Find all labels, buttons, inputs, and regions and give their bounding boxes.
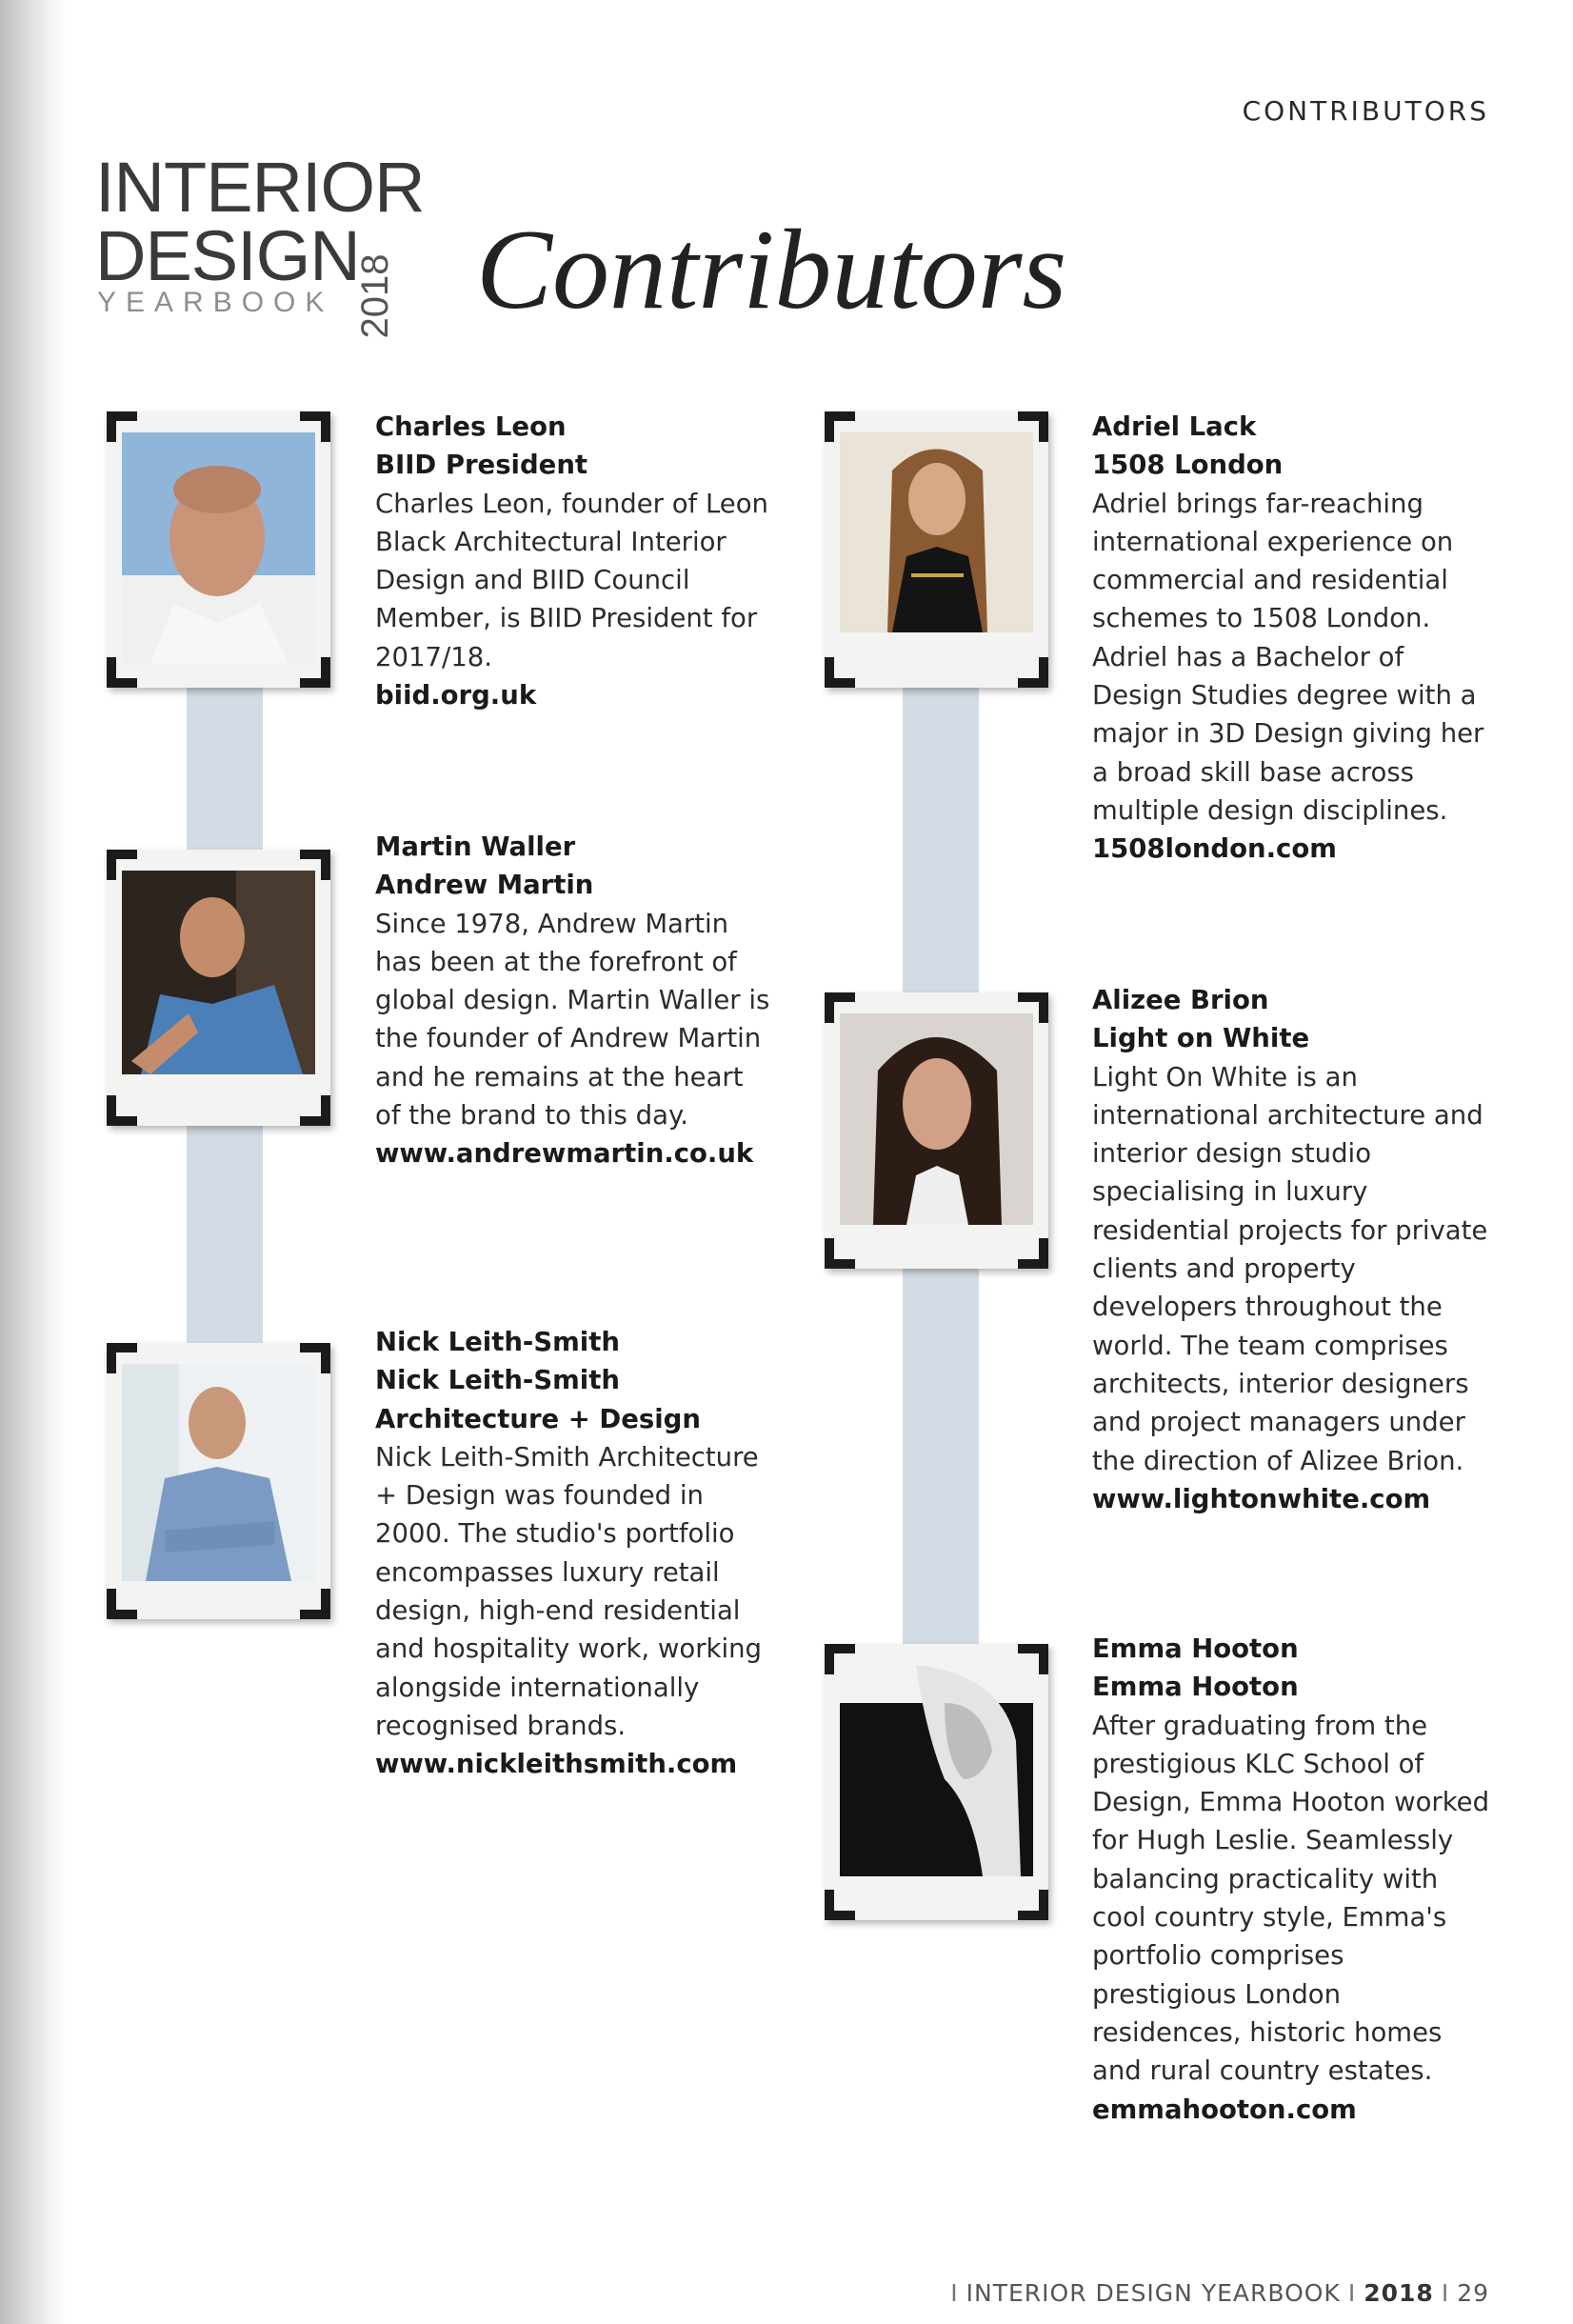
photo-corner — [1018, 1644, 1048, 1674]
photo-corner — [825, 1238, 855, 1269]
portrait-image — [122, 432, 315, 663]
photo-corner — [300, 1095, 330, 1126]
contributor-website: www.andrewmartin.co.uk — [375, 1138, 754, 1170]
contributor-entry-alizee-brion — [1092, 981, 1492, 1518]
footer-publication: INTERIOR DESIGN YEARBOOK — [966, 2279, 1341, 2307]
contributor-entry-emma-hooton — [1092, 1630, 1492, 2129]
photo-corner — [825, 1644, 855, 1674]
book-spine-shadow — [0, 0, 67, 2324]
portrait-image — [122, 1364, 315, 1581]
contributor-bio: Charles Leon, founder of Leon Black Architectural Interior Design and BIID Council Member, is BIID President for 2017/18. — [375, 488, 768, 672]
photo-corner — [300, 1343, 330, 1373]
photo-corner — [107, 850, 137, 880]
contributor-company: Andrew Martin — [375, 870, 594, 901]
page-number: 29 — [1457, 2279, 1489, 2307]
contributor-entry-martin-waller — [375, 828, 775, 1173]
photo-corner — [825, 657, 855, 688]
photo-corner — [300, 1589, 330, 1619]
photo-corner — [300, 850, 330, 880]
footer-separator: I — [950, 2279, 959, 2307]
contributor-company: Nick Leith-Smith Architecture + Design — [375, 1365, 701, 1434]
page-title: Contributors — [476, 206, 1067, 332]
portrait-image — [840, 1013, 1033, 1225]
photo-corner — [300, 411, 330, 442]
contributor-entry-adriel-lack — [1092, 408, 1492, 869]
contributor-name: Nick Leith-Smith — [375, 1327, 620, 1357]
footer-year: 2018 — [1364, 2279, 1434, 2307]
contributor-photo-adriel-lack — [825, 411, 1048, 688]
photo-corner — [107, 411, 137, 442]
contributor-entry-charles-leon — [375, 408, 775, 714]
yearbook-logo — [95, 148, 425, 339]
section-label: CONTRIBUTORS — [1242, 95, 1489, 127]
photo-corner — [825, 992, 855, 1023]
contributor-website: www.lightonwhite.com — [1092, 1483, 1431, 1514]
portrait-image — [122, 871, 315, 1074]
photo-corner — [1018, 1890, 1048, 1920]
photo-corner — [825, 1890, 855, 1920]
logo-word-interior: INTERIOR — [95, 148, 425, 227]
photo-corner — [825, 411, 855, 442]
contributor-bio: Light On White is an international architecture and interior design studio specialising in luxury residential projects for private clients and property developers throughout the world. The team comprises architects, interior designers and project managers under the direction of Alizee Brion. — [1092, 1061, 1488, 1476]
contributor-entry-nick-leith-smith — [375, 1323, 775, 1784]
contributor-photo-charles-leon — [107, 411, 330, 688]
contributor-name: Charles Leon — [375, 411, 567, 442]
contributor-name: Martin Waller — [375, 831, 576, 862]
contributor-photo-nick-leith-smith — [107, 1343, 330, 1619]
footer-separator: I — [1347, 2279, 1357, 2307]
contributor-website: biid.org.uk — [375, 680, 537, 711]
logo-word-yearbook: YEARBOOK — [97, 287, 334, 318]
photo-corner — [1018, 1238, 1048, 1269]
photo-corner — [107, 657, 137, 688]
contributor-photo-alizee-brion — [825, 992, 1048, 1269]
contributor-bio: Adriel brings far-reaching international experience on commercial and residential schemes to 1508 London. Adriel has a Bachelor of Design Studies degree with a major in 3D Design giving her a broad skill base across multiple design disciplines. — [1092, 488, 1484, 826]
contributor-name: Alizee Brion — [1092, 985, 1269, 1015]
footer-separator: I — [1441, 2279, 1450, 2307]
photo-corner — [107, 1343, 137, 1373]
portrait-image — [840, 1665, 1033, 1876]
photo-corner — [1018, 992, 1048, 1023]
contributor-company: 1508 London — [1092, 450, 1284, 481]
contributor-photo-martin-waller — [107, 850, 330, 1126]
contributor-website: 1508london.com — [1092, 833, 1337, 865]
logo-year: 2018 — [354, 253, 396, 339]
contributor-photo-emma-hooton — [825, 1644, 1048, 1920]
contributor-bio: After graduating from the prestigious KLC School of Design, Emma Hooton worked for Hugh Leslie. Seamlessly balancing practicality with cool country style, Emma's portfolio comprises prestigious London residences, historic homes and rural country estates. — [1092, 1710, 1490, 2087]
contributor-website: emmahooton.com — [1092, 2094, 1357, 2125]
page-footer — [943, 2279, 1489, 2307]
photo-corner — [300, 657, 330, 688]
contributor-company: Light on White — [1092, 1023, 1310, 1054]
portrait-image — [840, 432, 1033, 632]
photo-corner — [1018, 657, 1048, 688]
logo-word-design: DESIGN — [95, 216, 360, 295]
photo-corner — [107, 1095, 137, 1126]
contributor-company: BIID President — [375, 450, 588, 481]
photo-corner — [107, 1589, 137, 1619]
photo-corner — [1018, 411, 1048, 442]
contributor-bio: Nick Leith-Smith Architecture + Design was founded in 2000. The studio's portfolio encompasses luxury retail design, high-end residential and hospitality work, working alongside internationally recognised brands. — [375, 1441, 762, 1741]
contributor-bio: Since 1978, Andrew Martin has been at the forefront of global design. Martin Waller is the founder of Andrew Martin and he remains at the heart of the brand to this day. — [375, 908, 770, 1132]
contributor-company: Emma Hooton — [1092, 1672, 1299, 1703]
contributor-name: Emma Hooton — [1092, 1633, 1299, 1664]
contributor-website: www.nickleithsmith.com — [375, 1749, 738, 1780]
contributor-name: Adriel Lack — [1092, 411, 1257, 442]
